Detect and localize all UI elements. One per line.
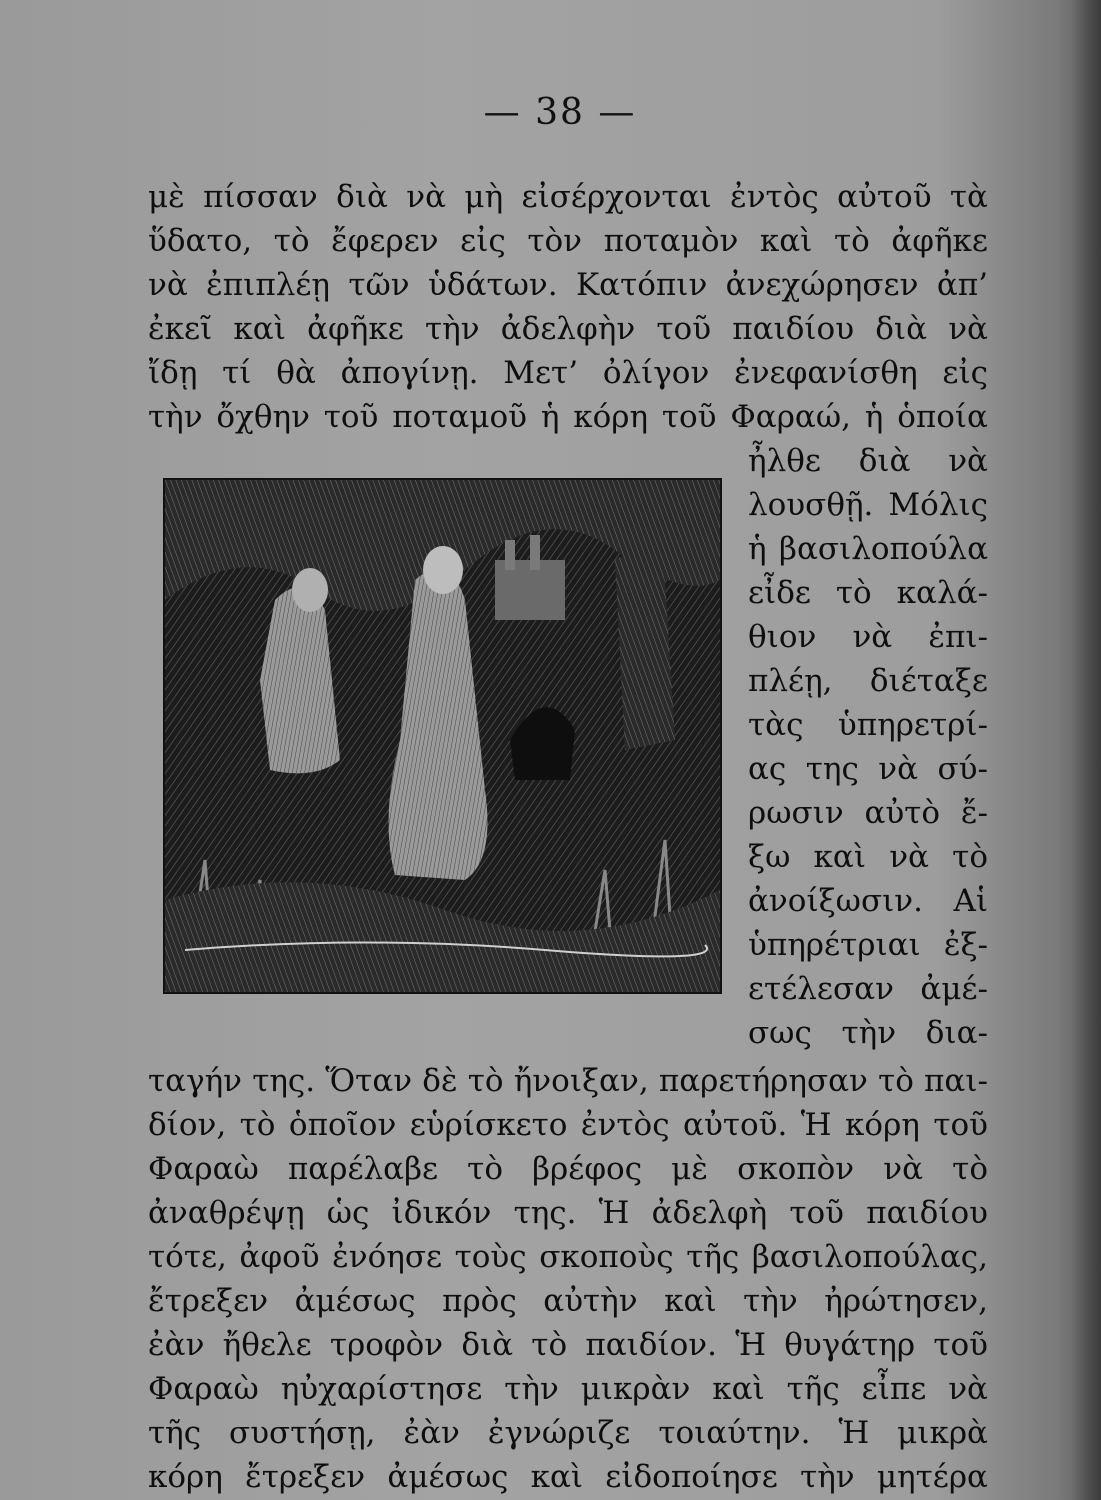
text-line: ἴδῃ τί θὰ ἀπογίνῃ. Μετ’ ὀλίγον ἐνεφανίσθη εἰς [148, 355, 988, 391]
text-line: Φαραὼ παρέλαβε τὸ βρέφος μὲ σκοπὸν νὰ τὸ [148, 1151, 988, 1187]
text-line: δίον, τὸ ὁποῖον εὑρίσκετο ἐντὸς αὐτοῦ. Ἡ κόρη τοῦ [148, 1107, 988, 1143]
text-line: τῆς συστήσῃ, ἐὰν ἐγνώριζε τοιαύτην. Ἡ μικρὰ [148, 1415, 988, 1451]
engraving-illustration [163, 478, 722, 994]
text-line: ὑπηρέτριαι ἐξ- [748, 927, 988, 963]
text-line: σως τὴν δια- [748, 1015, 988, 1051]
text-line: ὕδατο, τὸ ἔφερεν εἰς τὸν ποταμὸν καὶ τὸ ἀφῆκε [148, 223, 988, 259]
engraving-graphic [165, 480, 720, 992]
text-line: ξω καὶ νὰ τὸ [748, 839, 988, 875]
text-line: ετέλεσαν ἀμέ- [748, 971, 988, 1007]
text-line: τὰς ὑπηρετρί- [748, 707, 988, 743]
text-line: πλέῃ, διέταξε [748, 663, 988, 699]
text-line: μὲ πίσσαν διὰ νὰ μὴ εἰσέρχονται ἐντὸς αὐτοῦ τὰ [148, 179, 988, 215]
page-edge-shadow [1071, 0, 1101, 1500]
text-line: ἔτρεξεν ἀμέσως πρὸς αὐτὴν καὶ τὴν ἠρώτησεν, [148, 1283, 988, 1319]
text-line: λουσθῇ. Μόλις [748, 487, 988, 523]
text-line: νὰ ἐπιπλέῃ τῶν ὑδάτων. Κατόπιν ἀνεχώρησεν ἀπ’ [148, 267, 988, 303]
text-line: Φαραὼ ηὐχαρίστησε τὴν μικρὰν καὶ τῆς εἶπε νὰ [148, 1371, 988, 1407]
text-line: ας της νὰ σύ- [748, 751, 988, 787]
text-line: ἐκεῖ καὶ ἀφῆκε τὴν ἀδελφὴν τοῦ παιδίου διὰ νὰ [148, 311, 988, 347]
text-line: ἡ βασιλοπούλα [748, 531, 988, 567]
text-line: ἐὰν ἤθελε τροφὸν διὰ τὸ παιδίον. Ἡ θυγάτηρ τοῦ [148, 1327, 988, 1363]
text-line: θιον νὰ ἐπι- [748, 619, 988, 655]
text-line: κόρη ἔτρεξεν ἀμέσως καὶ εἰδοποίησε τὴν μητέρα [148, 1459, 988, 1495]
text-line: ταγήν της. Ὅταν δὲ τὸ ἤνοιξαν, παρετήρησαν τὸ παι- [148, 1063, 988, 1099]
text-line: ἀναθρέψῃ ὡς ἰδικόν της. Ἡ ἀδελφὴ τοῦ παιδίου [148, 1195, 988, 1231]
text-line: ἀνοίξωσιν. Αἱ [748, 883, 988, 919]
text-line: εἶδε τὸ καλά- [748, 575, 988, 611]
text-line: ἦλθε διὰ νὰ [748, 443, 988, 479]
page-number: — 38 — [483, 92, 637, 133]
text-line: ρωσιν αὐτὸ ἔ- [748, 795, 988, 831]
text-line: τὴν ὄχθην τοῦ ποταμοῦ ἡ κόρη τοῦ Φαραώ, ἡ ὁποία [148, 399, 988, 435]
text-line: τότε, ἀφοῦ ἐνόησε τοὺς σκοποὺς τῆς βασιλοπούλας, [148, 1239, 988, 1275]
